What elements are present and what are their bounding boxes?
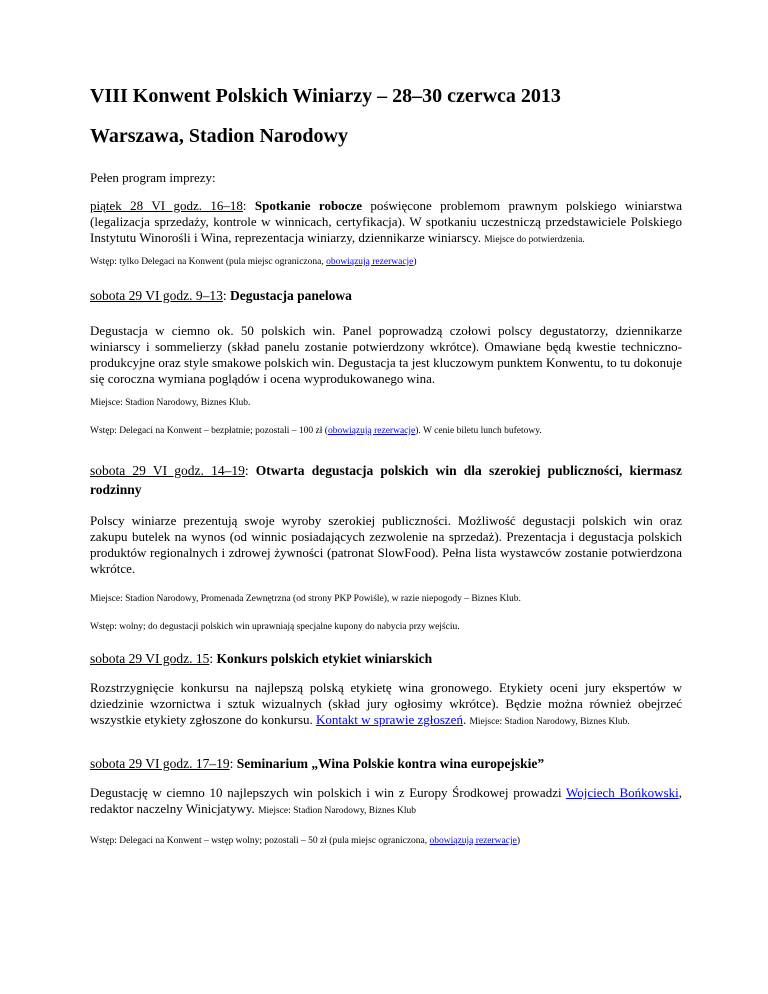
admission-text: Wstęp: Delegaci na Konwent – wstęp wolny; pozostali – 50 zł (pula miejsc ograniczona, (90, 836, 430, 846)
section-date: sobota 29 VI godz. 14–19 (90, 463, 245, 478)
venue-note: Miejsce: Stadion Narodowy, Promenada Zewnętrzna (od strony PKP Powiśle), w razie niepogody – Biznes Klub. (90, 594, 521, 604)
section-body-text: poświęcone problemom prawnym polskiego winiarstwa (legalizacja sprzedaży, kontrole w winnicach, certyfikacja). W spotkaniu uczestniczą przedstawiciele Polskiego Instytutu Winorośli i Wina, reprezentacja winiarzy, dziennikarze winiarscy. (90, 198, 682, 245)
section-title: Otwarta degustacja polskich win dla szerokiej publiczności, kiermasz rodzinny (90, 463, 682, 497)
section-title: Degustacja panelowa (230, 288, 352, 303)
section-label-contest-paragraph (90, 680, 682, 730)
section-friday-meeting-paragraph (90, 198, 682, 248)
admission-text: Wstęp: Delegaci na Konwent – bezpłatnie; pozostali – 100 zł ( (90, 426, 328, 436)
admission-text-end: ) (413, 257, 417, 267)
section-open-tasting-paragraph: Polscy winiarze prezentują swoje wyroby szerokiej publiczności. Możliwość degustacji polskich win oraz zakupu butelek na wynos (od winnic posiadających zezwolenie na sprzedaż). Prezentacja i degustacja polskich produktów regionalnych i zdrowej żywności (patronat SlowFood). Pełna lista wystawców zostanie potwierdzona wkrótce. (90, 513, 682, 576)
section-body-text-end: , redaktor naczelny Winicjatywy. (90, 785, 682, 816)
admission-text-end: ). W cenie biletu lunch bufetowy. (415, 426, 542, 436)
section-date: sobota 29 VI godz. 15 (90, 651, 210, 666)
heading-separator: : (242, 198, 255, 213)
section-panel-tasting-paragraph: Degustacja w ciemno ok. 50 polskich win. Panel poprowadzą czołowi polscy degustatorzy, dziennikarze winiarscy i sommelierzy (skład panelu zostanie potwierdzony wkrótce). Omawiane będą kwestie techniczno-produkcyjne oraz style smakowe polskich win. Degustacja ta jest kluczowym punktem Konwentu, to tu dokonuje się coroczna wymiana poglądów i ocena wyprodukowanego wina. (90, 323, 682, 386)
reservation-link[interactable]: obowiązują rezerwacje (326, 257, 414, 267)
admission-note (90, 425, 682, 437)
section-body-text-end: . (462, 712, 470, 727)
admission-note (90, 256, 682, 268)
reservation-link[interactable]: obowiązują rezerwacje (429, 836, 517, 846)
heading-separator: : (244, 463, 256, 478)
document-subtitle: Warszawa, Stadion Narodowy (90, 125, 348, 147)
section-title: Seminarium „Wina Polskie kontra wina europejskie” (236, 756, 545, 771)
document-title: VIII Konwent Polskich Winiarzy – 28–30 czerwca 2013 (90, 85, 561, 107)
admission-note (90, 835, 682, 847)
admission-text-end: ) (516, 836, 520, 846)
reservation-link[interactable]: obowiązują rezerwacje (327, 426, 416, 436)
section-bold-lead: Spotkanie robocze (254, 198, 362, 213)
venue-note: Miejsce do potwierdzenia. (484, 235, 585, 245)
contest-contact-link[interactable]: Kontakt w sprawie zgłoszeń (316, 712, 463, 727)
venue-note: Miejsce: Stadion Narodowy, Biznes Klub. (469, 717, 630, 727)
section-seminar-heading (90, 754, 682, 773)
intro-line: Pełen program imprezy: (90, 170, 216, 185)
section-seminar-paragraph (90, 785, 682, 819)
section-title: Konkurs polskich etykiet winiarskich (216, 651, 433, 666)
section-body-text: Degustację w ciemno 10 najlepszych win polskich i win z Europy Środkowej prowadzi (90, 785, 567, 800)
section-label-contest-heading (90, 649, 682, 668)
section-open-tasting-heading (90, 461, 682, 499)
section-panel-tasting-heading (90, 286, 682, 305)
venue-note: Miejsce: Stadion Narodowy, Biznes Klub (258, 806, 417, 816)
heading-separator: : (229, 756, 237, 771)
section-body-text: Rozstrzygnięcie konkursu na najlepszą polską etykietę wina gronowego. Etykiety oceni jury ekspertów w dziedzinie wzornictwa i sztuk wizualnych (skład jury ogłosimy wkrótce). Będzie można również obejrzeć wszystkie etykiety zgłoszone do konkursu. (90, 680, 682, 727)
admission-note: Wstęp: wolny; do degustacji polskich win uprawniają specjalne kupony do nabycia przy wejściu. (90, 622, 460, 632)
speaker-link[interactable]: Wojciech Bońkowski (566, 785, 679, 800)
section-date: sobota 29 VI godz. 9–13 (90, 288, 223, 303)
section-date: sobota 29 VI godz. 17–19 (90, 756, 230, 771)
venue-note: Miejsce: Stadion Narodowy, Biznes Klub. (90, 398, 251, 408)
heading-separator: : (209, 651, 217, 666)
section-date: piątek 28 VI godz. 16–18 (90, 198, 243, 213)
heading-separator: : (222, 288, 231, 303)
admission-text: Wstęp: tylko Delegaci na Konwent (pula miejsc ograniczona, (90, 257, 327, 267)
